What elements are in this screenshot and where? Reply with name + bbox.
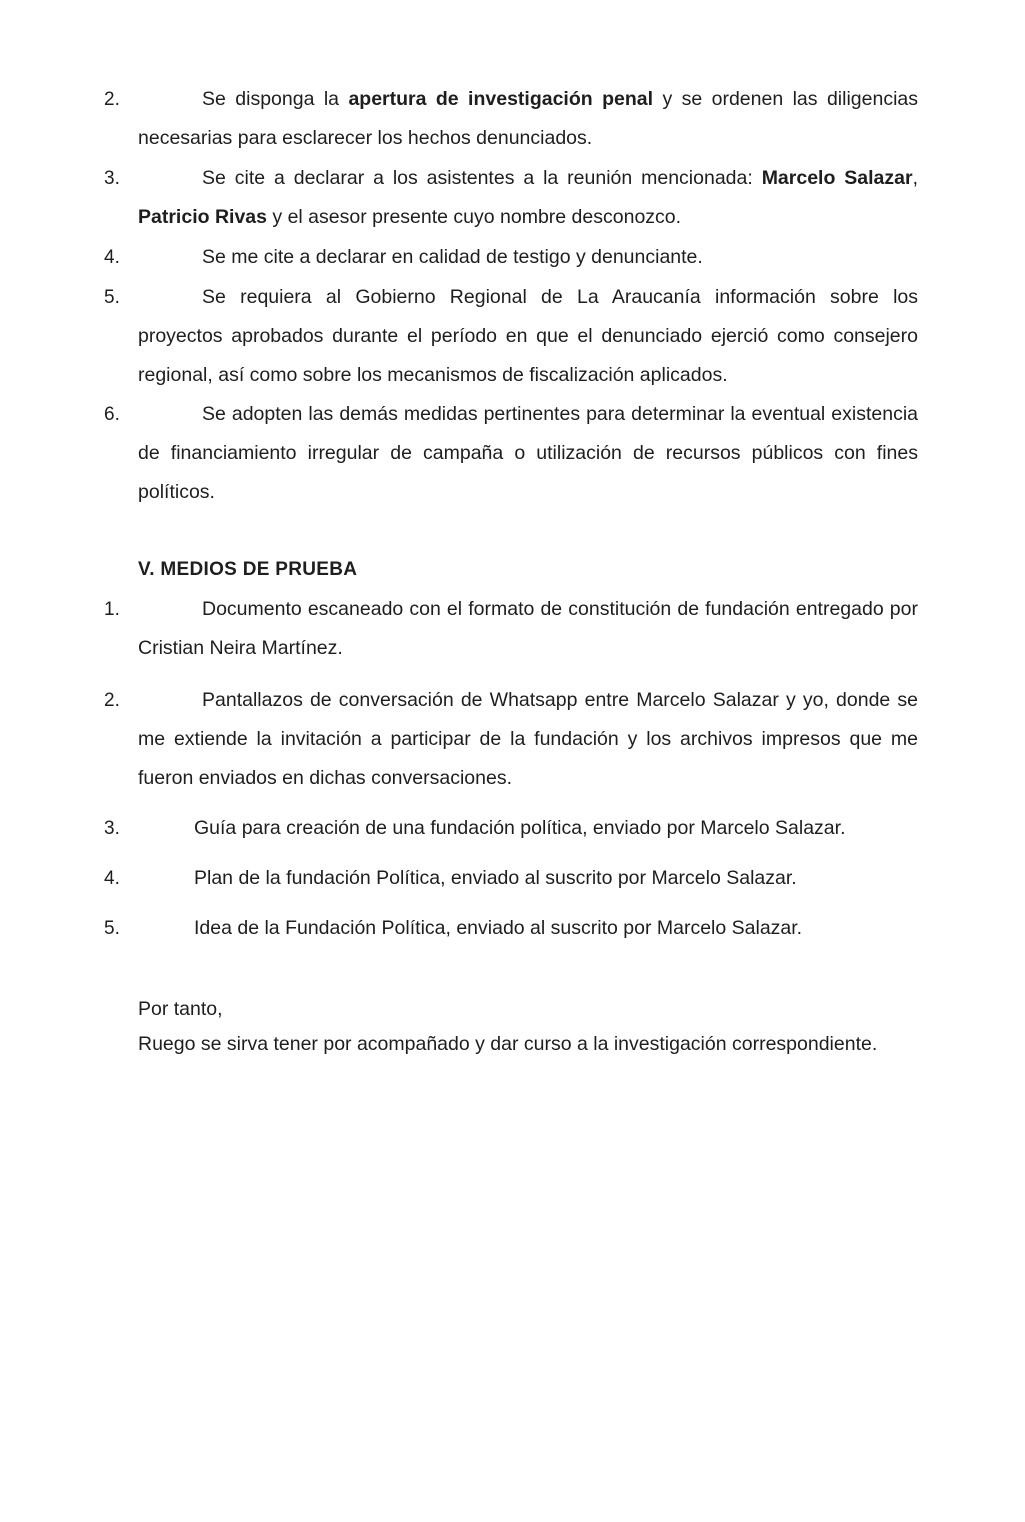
evidence-text: Plan de la fundación Política, enviado al suscrito por Marcelo Salazar. [194, 867, 797, 889]
evidence-text: Documento escaneado con el formato de constitución de fundación entregado por Cristian Neira Martínez. [138, 598, 918, 659]
evidence-text: Pantallazos de conversación de Whatsapp entre Marcelo Salazar y yo, donde se me extiende la invitación a participar de la fundación y los archivos impresos que me fueron enviados en dichas conversaciones. [138, 689, 918, 789]
section-heading: V. MEDIOS DE PRUEBA [138, 559, 358, 580]
petition-bold-text: apertura de investigación penal [348, 88, 654, 110]
petition-text-part: Se cite a declarar a los asistentes a la reunión mencionada: [202, 167, 762, 189]
evidence-number: 5. [104, 918, 120, 939]
petition-text: Se adopten las demás medidas pertinentes para determinar la eventual existencia de financiamiento irregular de campaña o utilización de recursos públicos con fines políticos. [138, 403, 918, 503]
evidence-text: Idea de la Fundación Política, enviado al suscrito por Marcelo Salazar. [194, 917, 803, 939]
petition-text [138, 80, 918, 158]
petition-bold-text: Marcelo Salazar [761, 167, 913, 189]
evidence-number: 1. [104, 599, 120, 620]
petition-number: 6. [104, 404, 120, 425]
evidence-text: Guía para creación de una fundación política, enviado por Marcelo Salazar. [194, 817, 846, 839]
petition-text-part: y se ordenen las diligencias necesarias para esclarecer los hechos denunciados. [138, 88, 919, 149]
evidence-number: 3. [104, 818, 120, 839]
closing-line: Por tanto, [138, 998, 223, 1020]
petition-text-part: y el asesor presente cuyo nombre desconozco. [266, 206, 682, 228]
petition-number: 2. [104, 89, 120, 110]
petition-text-part: Se disponga la [202, 88, 349, 110]
evidence-number: 2. [104, 690, 120, 711]
petition-number: 5. [104, 287, 120, 308]
petition-text-part: , [912, 167, 919, 189]
petition-text: Se me cite a declarar en calidad de testigo y denunciante. [202, 246, 703, 268]
petition-text [138, 159, 918, 237]
evidence-number: 4. [104, 868, 120, 889]
petition-number: 3. [104, 168, 120, 189]
petition-number: 4. [104, 247, 120, 268]
petition-bold-text: Patricio Rivas [138, 206, 267, 228]
petition-text: Se requiera al Gobierno Regional de La Araucanía información sobre los proyectos aprobados durante el período en que el denunciado ejerció como consejero regional, así como sobre los mecanismos de fiscalización aplicados. [138, 286, 918, 386]
closing-request: Ruego se sirva tener por acompañado y dar curso a la investigación correspondiente. [138, 1033, 878, 1055]
